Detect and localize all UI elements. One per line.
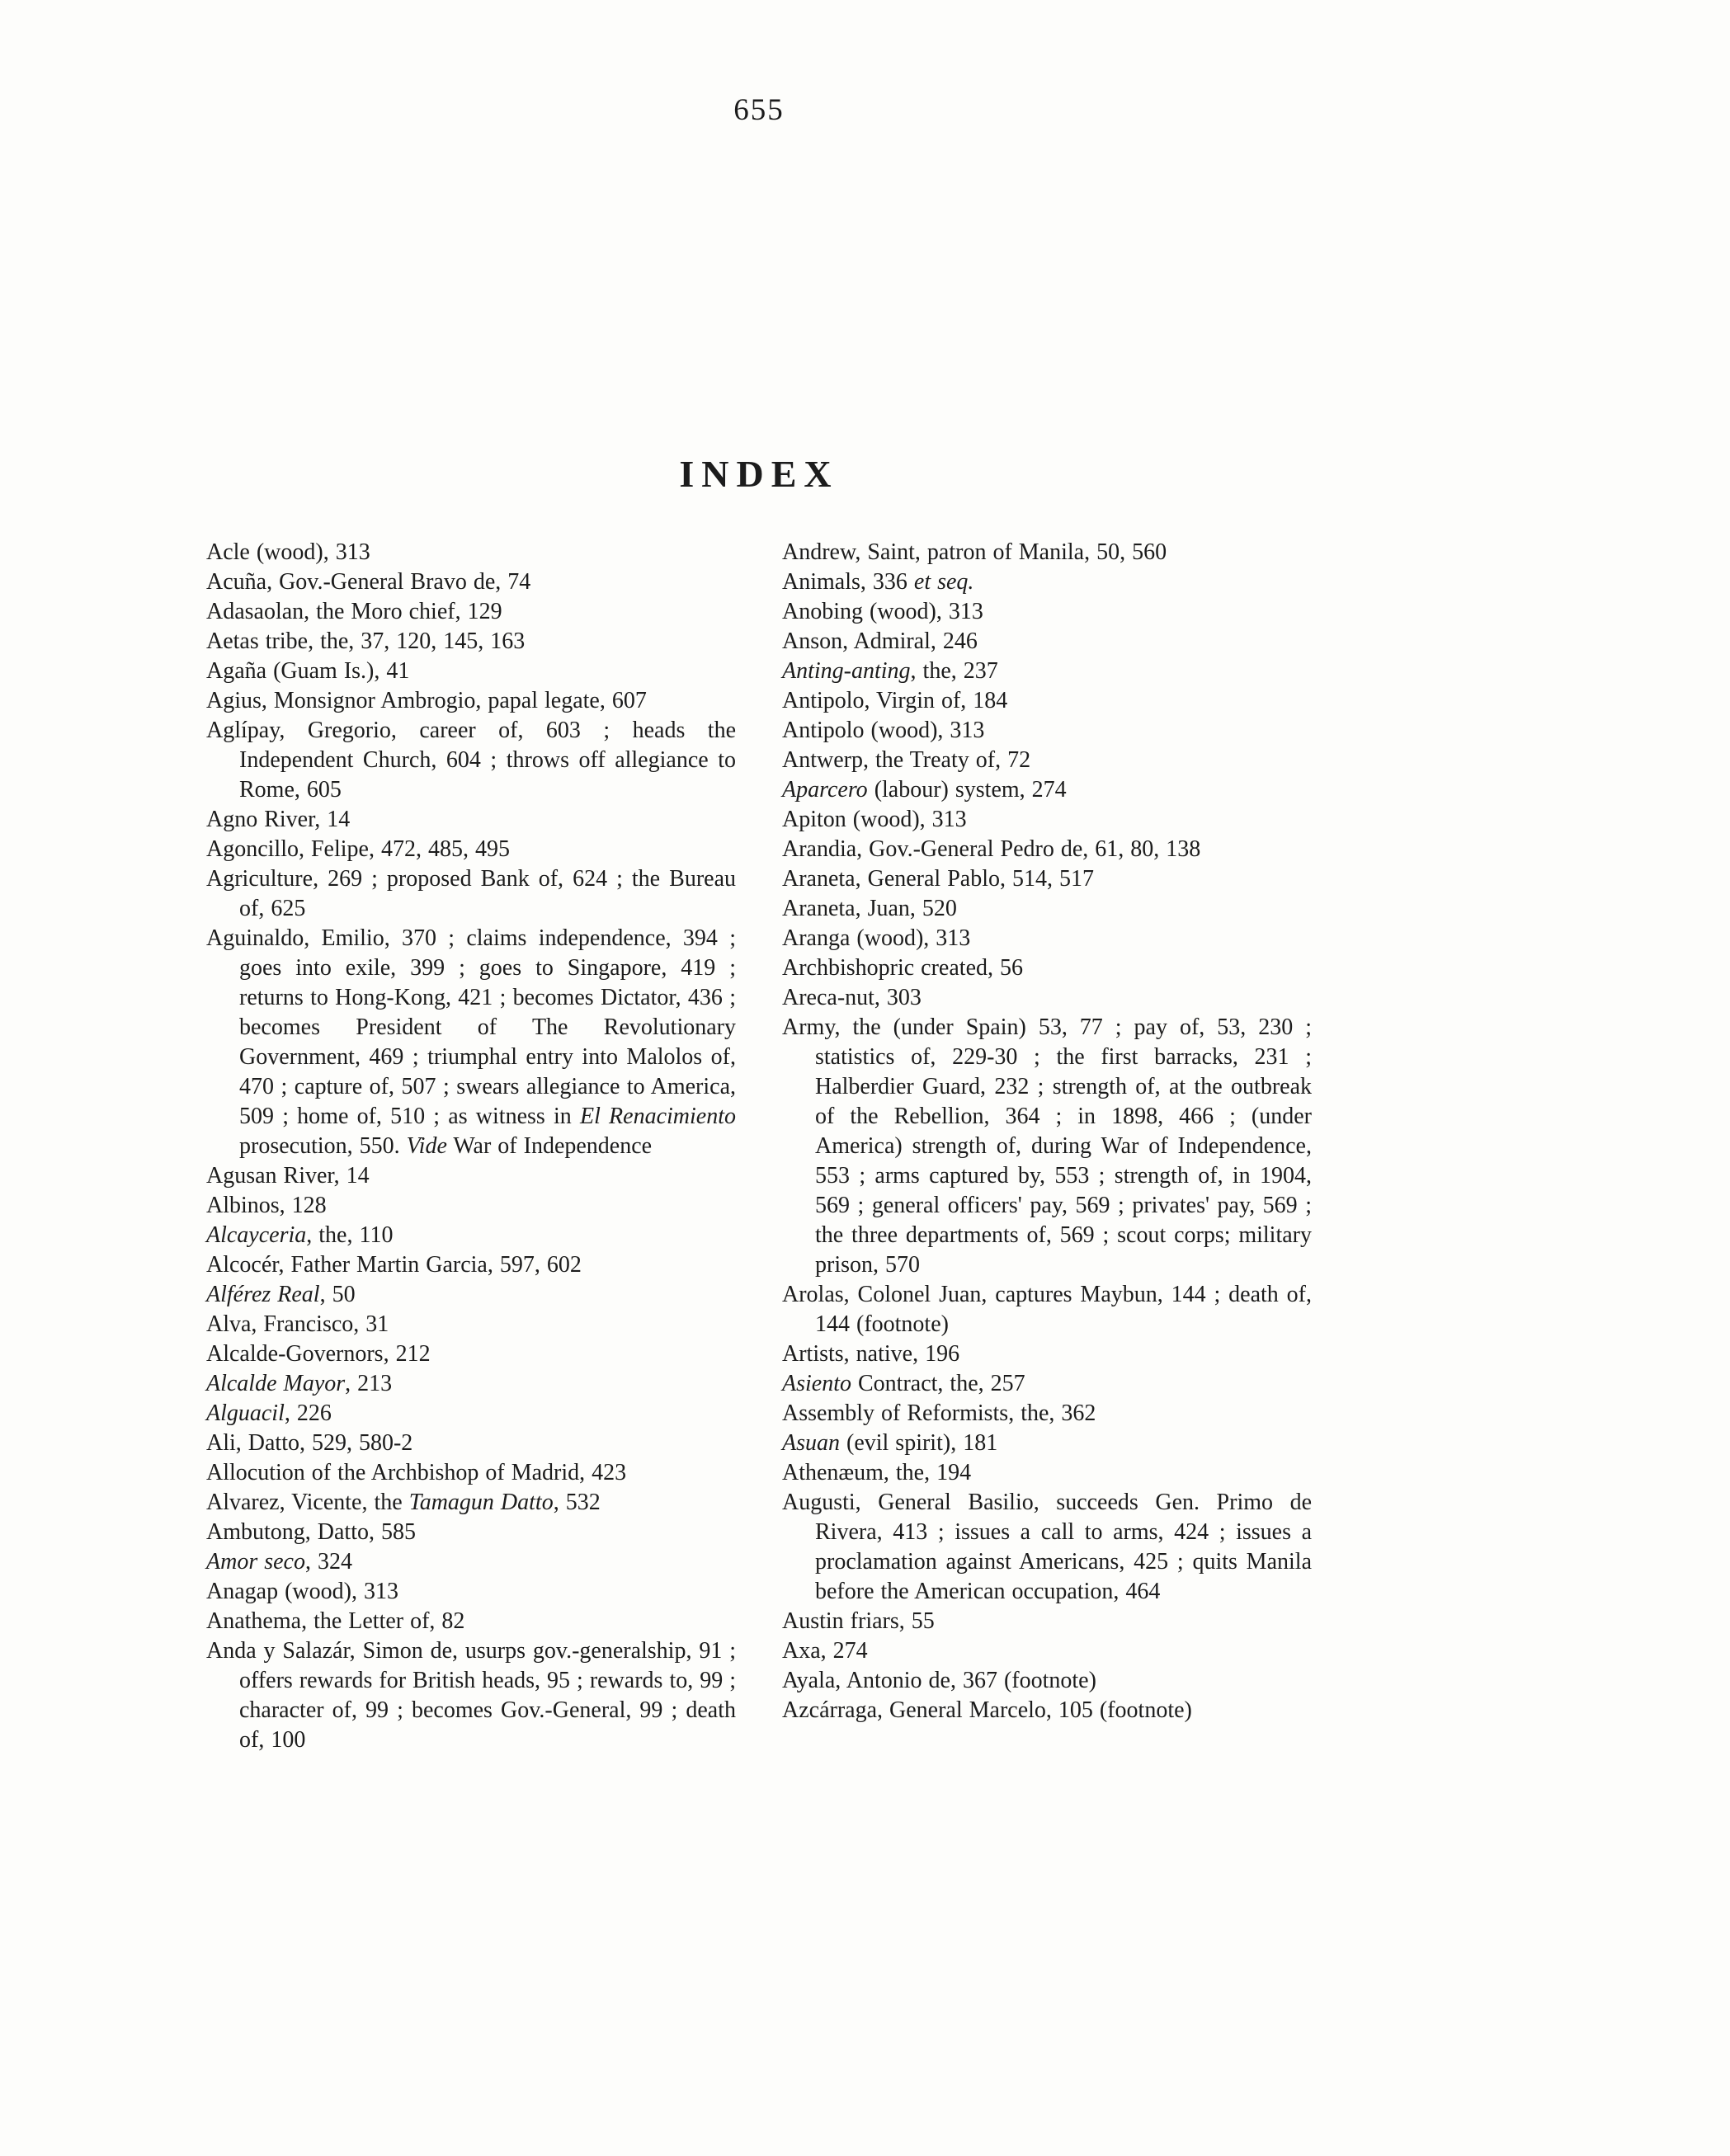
index-entry	[206, 1607, 736, 1636]
index-column-right	[782, 538, 1312, 1755]
index-entry-italic-text: Alférez Real	[206, 1282, 320, 1307]
index-entry-text: Aguinaldo, Emilio, 370 ; claims independence, 394 ; goes into exile, 399 ; goes to Singapore, 419 ; returns to Hong-Kong, 421 ; becomes Dictator, 436 ; becomes President of The Revolutionary Government, 469 ; triumphal entry into Malolos of, 470 ; capture of, 507 ; swears allegiance to America, 509 ; home of, 510 ; as witness in	[206, 925, 736, 1129]
index-entry	[782, 538, 1312, 567]
index-entry	[782, 1339, 1312, 1369]
index-entry	[782, 627, 1312, 657]
index-entry	[206, 1577, 736, 1607]
index-entry-text: Army, the (under Spain) 53, 77 ; pay of, 53, 230 ; statistics of, 229-30 ; the first barracks, 231 ; Halberdier Guard, 232 ; strength of, at the outbreak of the Rebellion, 364 ; in 1898, 466 ; (under America) strength of, during War of Independence, 553 ; arms captured by, 553 ; strength of, in 1904, 569 ; general officers' pay, 569 ; privates' pay, 569 ; the three departments of, 569 ; scout corps; military prison, 570	[782, 1014, 1312, 1278]
index-entry-text: Ayala, Antonio de, 367 (footnote)	[782, 1668, 1096, 1693]
index-entry	[206, 1310, 736, 1339]
index-entry-text: Anobing (wood), 313	[782, 599, 983, 624]
index-entry	[782, 1013, 1312, 1280]
index-entry-text: Aglípay, Gregorio, career of, 603 ; heads the Independent Church, 604 ; throws off allegiance to Rome, 605	[206, 718, 736, 803]
index-entry-italic-text: Alcayceria	[206, 1222, 307, 1248]
index-entry	[206, 538, 736, 567]
index-entry-text: Apiton (wood), 313	[782, 807, 967, 832]
index-entry-italic-text: et seq.	[913, 569, 974, 595]
index-entry	[782, 746, 1312, 775]
index-entry	[206, 1280, 736, 1310]
index-entry	[206, 686, 736, 716]
index-entry-text: Augusti, General Basilio, succeeds Gen. Primo de Rivera, 413 ; issues a call to arms, 424 ; issues a proclamation against Americans, 425 ; quits Manila before the American occupation, 464	[782, 1490, 1312, 1604]
index-entry	[782, 567, 1312, 597]
index-entry	[782, 1636, 1312, 1666]
index-entry	[206, 1547, 736, 1577]
index-entry-text: Andrew, Saint, patron of Manila, 50, 560	[782, 539, 1167, 565]
index-entry	[206, 835, 736, 864]
index-entry	[782, 1607, 1312, 1636]
index-entry	[782, 924, 1312, 953]
index-entry	[782, 1280, 1312, 1339]
index-entry	[782, 657, 1312, 686]
index-entry	[206, 1191, 736, 1221]
index-column-left	[206, 538, 736, 1755]
index-entry-text: , 532	[553, 1490, 601, 1515]
index-entry-text: , 324	[304, 1549, 352, 1575]
index-entry-text: Araneta, General Pablo, 514, 517	[782, 866, 1094, 892]
index-entry	[206, 597, 736, 627]
index-entry	[782, 1458, 1312, 1488]
index-entry	[782, 775, 1312, 805]
index-entry-text: Albinos, 128	[206, 1193, 327, 1218]
index-entry-text: Assembly of Reformists, the, 362	[782, 1400, 1096, 1426]
index-entry	[782, 953, 1312, 983]
index-entry-text: Animals, 336	[782, 569, 914, 595]
index-entry-text: Aranga (wood), 313	[782, 925, 971, 951]
index-entry	[782, 686, 1312, 716]
index-entry-text: Agusan River, 14	[206, 1163, 370, 1189]
index-entry	[782, 864, 1312, 894]
index-entry-text: Agius, Monsignor Ambrogio, papal legate, 607	[206, 688, 647, 713]
index-entry	[782, 983, 1312, 1013]
index-entry	[206, 924, 736, 1161]
index-entry-text: Anagap (wood), 313	[206, 1579, 398, 1604]
index-entry-text: Ambutong, Datto, 585	[206, 1519, 416, 1545]
index-entry	[206, 1161, 736, 1191]
index-entry-text: War of Independence	[446, 1133, 653, 1159]
index-entry-text: (labour) system, 274	[867, 777, 1067, 803]
index-entry	[206, 1369, 736, 1399]
index-entry	[782, 1399, 1312, 1429]
index-entry-text: Agaña (Guam Is.), 41	[206, 658, 410, 684]
index-entry-italic-text: El Renacimiento	[579, 1104, 736, 1129]
index-entry-text: Allocution of the Archbishop of Madrid, 423	[206, 1460, 627, 1485]
index-entry-italic-text: Anting-anting	[782, 658, 911, 684]
index-entry-text: Alcocér, Father Martin Garcia, 597, 602	[206, 1252, 582, 1278]
index-entry	[206, 567, 736, 597]
index-entry-italic-text: Asiento	[782, 1371, 851, 1396]
index-entry	[206, 1250, 736, 1280]
index-entry-text: Arandia, Gov.-General Pedro de, 61, 80, 138	[782, 836, 1201, 862]
index-entry-text: Agoncillo, Felipe, 472, 485, 495	[206, 836, 510, 862]
index-columns	[206, 538, 1312, 1755]
index-entry-text: Artists, native, 196	[782, 1341, 960, 1367]
index-entry	[206, 1488, 736, 1518]
index-entry-text: Athenæum, the, 194	[782, 1460, 972, 1485]
index-entry	[782, 1666, 1312, 1696]
index-entry-text: Aetas tribe, the, 37, 120, 145, 163	[206, 628, 526, 654]
index-entry-text: , 226	[284, 1400, 332, 1426]
index-entry	[206, 1636, 736, 1755]
index-entry-text: Agno River, 14	[206, 807, 351, 832]
index-entry	[206, 1339, 736, 1369]
index-entry	[782, 1696, 1312, 1725]
index-entry-text: , 213	[345, 1371, 393, 1396]
index-entry-italic-text: Alcalde Mayor	[206, 1371, 346, 1396]
index-entry-text: Anda y Salazár, Simon de, usurps gov.-generalship, 91 ; offers rewards for British heads, 95 ; rewards to, 99 ; character of, 99 ; becomes Gov.-General, 99 ; death of, 100	[206, 1638, 737, 1753]
index-entry-text: Contract, the, 257	[851, 1371, 1025, 1396]
index-entry-text: , the, 237	[910, 658, 998, 684]
index-entry-text: Anson, Admiral, 246	[782, 628, 978, 654]
index-entry-text: Agriculture, 269 ; proposed Bank of, 624 ; the Bureau of, 625	[206, 866, 736, 921]
index-entry-text: Alva, Francisco, 31	[206, 1311, 389, 1337]
index-entry-italic-text: Tamagun Datto	[408, 1490, 554, 1515]
index-entry-text: (evil spirit), 181	[840, 1430, 998, 1456]
index-entry-italic-text: Amor seco	[206, 1549, 305, 1575]
index-entry-text: prosecution, 550.	[239, 1133, 407, 1159]
page-title: INDEX	[679, 453, 839, 495]
index-entry-italic-text: Vide	[406, 1133, 447, 1159]
index-entry	[206, 864, 736, 924]
index-entry	[782, 1488, 1312, 1607]
index-entry	[206, 716, 736, 805]
index-entry	[206, 1221, 736, 1250]
index-entry	[782, 716, 1312, 746]
index-entry-text: Areca-nut, 303	[782, 985, 922, 1010]
index-entry-italic-text: Alguacil	[206, 1400, 285, 1426]
index-entry-text: Archbishopric created, 56	[782, 955, 1023, 981]
index-entry-text: Anathema, the Letter of, 82	[206, 1608, 465, 1634]
index-entry	[206, 1399, 736, 1429]
index-entry	[782, 1369, 1312, 1399]
index-entry	[206, 1429, 736, 1458]
index-entry-text: Arolas, Colonel Juan, captures Maybun, 144 ; death of, 144 (footnote)	[782, 1282, 1312, 1337]
index-entry	[782, 894, 1312, 924]
index-entry	[206, 627, 736, 657]
index-entry	[206, 805, 736, 835]
index-entry-text: , the, 110	[306, 1222, 394, 1248]
index-entry	[782, 597, 1312, 627]
index-entry	[782, 835, 1312, 864]
page-number: 655	[733, 93, 785, 127]
index-entry	[206, 1458, 736, 1488]
index-entry-text: Araneta, Juan, 520	[782, 896, 957, 921]
index-entry-italic-text: Asuan	[782, 1430, 840, 1456]
index-entry-text: Antipolo (wood), 313	[782, 718, 985, 743]
index-entry-text: Alvarez, Vicente, the	[206, 1490, 409, 1515]
index-entry	[782, 805, 1312, 835]
index-entry-text: Alcalde-Governors, 212	[206, 1341, 431, 1367]
index-entry-text: Acuña, Gov.-General Bravo de, 74	[206, 569, 531, 595]
index-entry-text: Axa, 274	[782, 1638, 868, 1664]
index-entry-text: Antwerp, the Treaty of, 72	[782, 747, 1031, 773]
index-entry-text: Austin friars, 55	[782, 1608, 935, 1634]
index-entry-text: Antipolo, Virgin of, 184	[782, 688, 1008, 713]
index-entry-text: , 50	[319, 1282, 356, 1307]
index-entry-text: Azcárraga, General Marcelo, 105 (footnote)	[782, 1697, 1192, 1723]
index-entry	[782, 1429, 1312, 1458]
index-entry-text: Ali, Datto, 529, 580-2	[206, 1430, 413, 1456]
index-entry	[206, 1518, 736, 1547]
index-entry	[206, 657, 736, 686]
index-entry-text: Acle (wood), 313	[206, 539, 370, 565]
index-entry-text: Adasaolan, the Moro chief, 129	[206, 599, 502, 624]
index-entry-italic-text: Aparcero	[782, 777, 868, 803]
